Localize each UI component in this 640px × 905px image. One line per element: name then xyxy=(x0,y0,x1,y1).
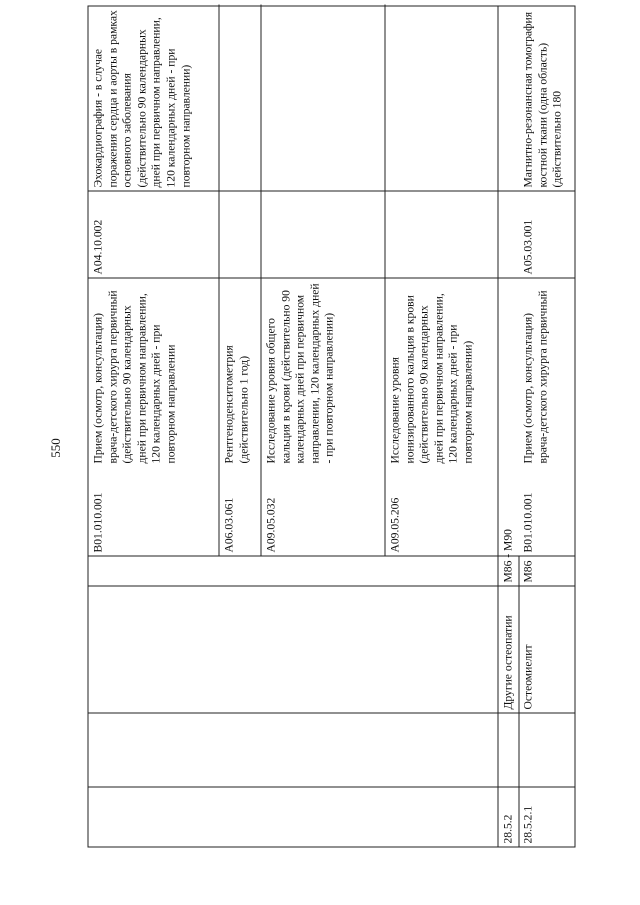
service-code: A09.05.032 xyxy=(264,497,278,553)
service-code: B01.010.001 xyxy=(91,492,105,553)
services-table xyxy=(88,6,576,848)
service-code: A09.05.206 xyxy=(388,497,402,553)
extra-code: A05.03.001 xyxy=(521,219,535,275)
service-text: Исследование уровня ионизированного кальция в крови (действительно 90 календарных дней при первичном направлении, 120 календарных дней - при повторном направлении) xyxy=(388,293,475,464)
row-code-28-5-2-1: 28.5.2.1 xyxy=(521,805,535,844)
extra-code: A04.10.002 xyxy=(91,219,105,275)
service-text: Прием (осмотр, консультация) врача-детского хирурга первичный xyxy=(521,290,550,464)
service-text: Исследование уровня общего кальция в крови (действительно 90 календарных дней при первичном направлении, 120 календарных дней - при повторном направлении) xyxy=(264,283,336,464)
row-icd-28-5-2: M86 - M90 xyxy=(501,529,515,583)
service-text: Рентгеноденситометрия (действительно 1 год) xyxy=(222,345,251,464)
service-code: A06.03.061 xyxy=(222,497,236,553)
extra-text: Магнитно-резонансная томография костной ткани (одна область) (действительно 180 xyxy=(521,11,564,188)
row-code-28-5-2: 28.5.2 xyxy=(501,814,515,844)
row-name-28-5-2: Другие остеопатии xyxy=(501,615,515,710)
row-name-28-5-2-1: Остеомиелит xyxy=(521,644,535,710)
service-text: Прием (осмотр, консультация) врача-детского хирурга первичный (действительно 90 календарных дней при первичном направлении, 120 календарных дней - при повторном направлении xyxy=(91,290,178,464)
row-icd-28-5-2-1: M86 xyxy=(521,560,535,583)
extra-text: Эхокардиография - в случае поражения сердца и аорты в рамках основного заболевания (действительно 90 календарных дней при первичном направлении, 120 календарных дней - при повторном направлении) xyxy=(91,10,193,188)
service-code: B01.010.001 xyxy=(521,492,535,553)
rotated-page xyxy=(1,0,640,905)
page-number: 550 xyxy=(48,438,63,458)
